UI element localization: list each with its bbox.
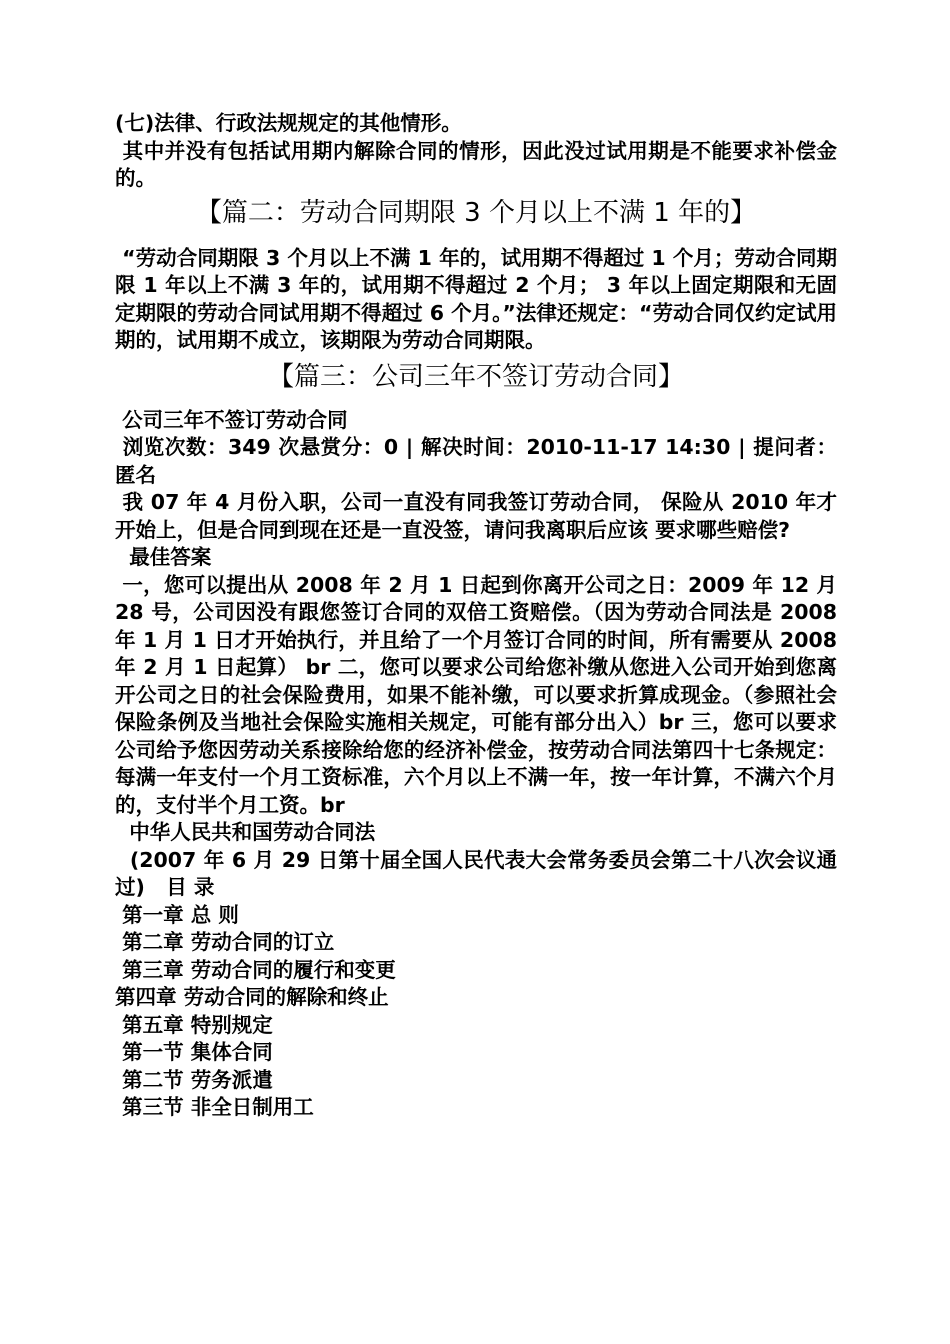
question-body: 我 07 年 4 月份入职，公司一直没有同我签订劳动合同， 保险从 2010 年才开始上，但是合同到现在还是一直没签，请问我离职后应该 要求哪些赔偿? xyxy=(115,490,837,542)
toc-item: 第一节 集体合同 xyxy=(115,1040,273,1064)
best-answer-body: 一，您可以提出从 2008 年 2 月 1 日起到你离开公司之日：2009 年 12 月 28 号，公司因没有跟您签订合同的双倍工资赔偿。（因为劳动合同法是 2008 年 1 月 1 日才开始执行，并且给了一个月签订合同的时间，所有需要从 2008 年 2 月 1 日起算） br 二，您可以要求公司给您补缴从您进入公司开始到您离开公司之日的社会保险费用，如果不能补缴，可以要求折算成现金。（参照社会保险条例及当地社会保险实施相关规定，可能有部分出入）br 三，您可以要求公司给予您因劳动关系接除给您的经济补偿金，按劳动合同法第四十七条规定：每满一年支付一个月工资标准，六个月以上不满一年，按一年计算，不满六个月的，支付半个月工资。br xyxy=(115,572,845,817)
question-title: 公司三年不签订劳动合同 xyxy=(115,407,348,432)
toc-item: 第一章 总 则 xyxy=(115,902,239,927)
document-body xyxy=(115,110,845,1122)
question-meta: 浏览次数：349 次悬赏分：0 | 解决时间：2010-11-17 14:30 | 提问者：匿名 xyxy=(115,435,837,487)
toc-item: 第三节 非全日制用工 xyxy=(115,1095,314,1119)
toc-item: 第二节 劳务派遣 xyxy=(115,1067,273,1092)
law-title: 中华人民共和国劳动合同法 xyxy=(115,820,376,844)
table-of-contents xyxy=(115,902,837,1122)
toc-item: 第五章 特别规定 xyxy=(115,1012,273,1037)
toc-item: 第四章 劳动合同的解除和终止 xyxy=(115,985,389,1009)
intro-note: 其中并没有包括试用期内解除合同的情形，因此没过试用期是不能要求补偿金的。 xyxy=(115,138,838,190)
section-heading-2: 【篇二：劳动合同期限 3 个月以上不满 1 年的】 xyxy=(195,197,757,228)
toc-item: 第三章 劳动合同的履行和变更 xyxy=(115,957,396,982)
toc-item: 第二章 劳动合同的订立 xyxy=(115,930,335,954)
law-note: (2007 年 6 月 29 日第十届全国人民代表大会常务委员会第二十八次会议通过) 目 录 xyxy=(115,847,837,899)
section-heading-3: 【篇三：公司三年不签订劳动合同】 xyxy=(267,361,684,392)
best-answer-label: 最佳答案 xyxy=(115,545,212,569)
intro-item-7: (七)法律、行政法规规定的其他情形。 xyxy=(115,111,462,135)
section-2-paragraph: “劳动合同期限 3 个月以上不满 1 年的，试用期不得超过 1 个月；劳动合同期限 1 年以上不满 3 年的，试用期不得超过 2 个月； 3 年以上固定期限和无固定期限的劳动合同试用期不得超过 6 个月。”法律还规定：“劳动合同仅约定试用期的，试用期不成立，该期限为劳动合同期限。 xyxy=(115,245,838,352)
